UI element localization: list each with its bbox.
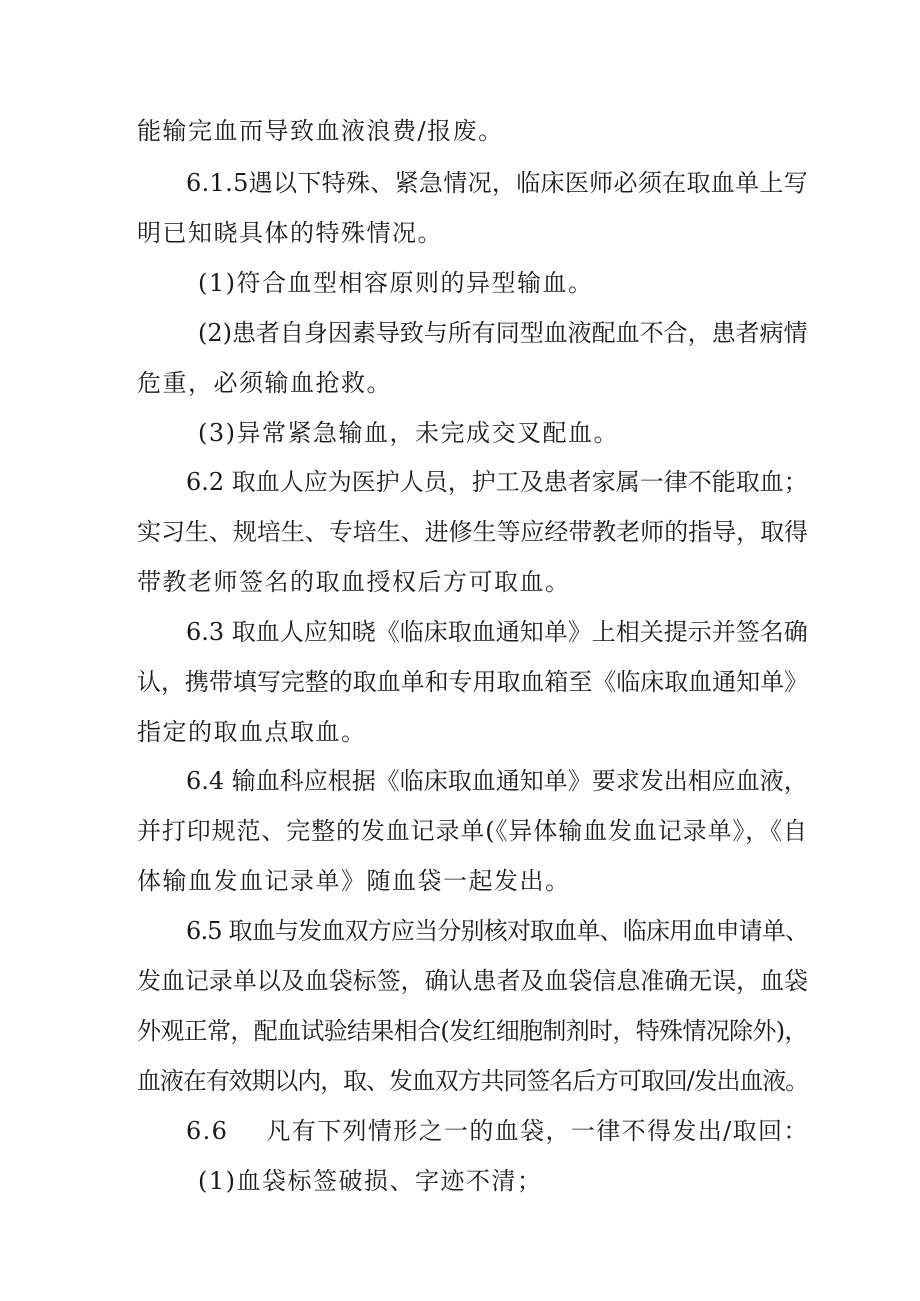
section-6-1-5-heading: 6.1.5遇以下特殊、紧急情况，临床医师必须在取血单上写 [186,169,809,197]
section-number: 6.6 [186,1117,229,1145]
section-6-4-heading: 6.4 输血科应根据《临床取血通知单》要求发出相应血液， [186,767,808,795]
section-6-3-heading: 6.3 取血人应知晓《临床取血通知单》上相关提示并签名确 [186,618,808,646]
list-item: (1)符合血型相容原则的异型输血。 [198,269,594,297]
list-item: (3)异常紧急输血，未完成交叉配血。 [198,419,619,447]
paragraph-line: 带教老师签名的取血授权后方可取血。 [137,568,571,596]
paragraph-line: 实习生、规培生、专培生、进修生等应经带教老师的指导，取得 [137,518,808,546]
list-item: (1)血袋标签破损、字迹不清； [198,1167,543,1195]
paragraph-line: 体输血发血记录单》随血袋一起发出。 [137,867,571,895]
paragraph-line: 明已知晓具体的特殊情况。 [137,219,443,247]
paragraph-line: 危重，必须输血抢救。 [137,369,392,397]
paragraph-line: 认，携带填写完整的取血单和专用取血箱至《临床取血通知单》 [137,668,808,696]
paragraph-line: 发血记录单以及血袋标签，确认患者及血袋信息准确无误，血袋 [137,967,808,995]
section-6-2-heading: 6.2 取血人应为医护人员，护工及患者家属一律不能取血； [186,468,808,496]
section-6-5-heading: 6.5 取血与发血双方应当分别核对取血单、临床用血申请单、 [186,917,809,945]
section-6-6-heading [186,1116,809,1146]
paragraph-line: 外观正常，配血试验结果相合(发红细胞制剂时，特殊情况除外)， [137,1017,808,1045]
paragraph-line: 并打印规范、完整的发血记录单(《异体输血发血记录单》，《自 [137,817,808,845]
section-text: 凡有下列情形之一的血袋，一律不得发出/取回： [266,1117,809,1145]
list-item: (2)患者自身因素导致与所有同型血液配血不合，患者病情 [198,319,808,347]
paragraph-line: 血液在有效期以内，取、发血双方共同签名后方可取回/发出血液。 [137,1067,809,1095]
paragraph-line: 能输完血而导致血液浪费/报废。 [137,117,504,145]
paragraph-line: 指定的取血点取血。 [137,718,367,746]
